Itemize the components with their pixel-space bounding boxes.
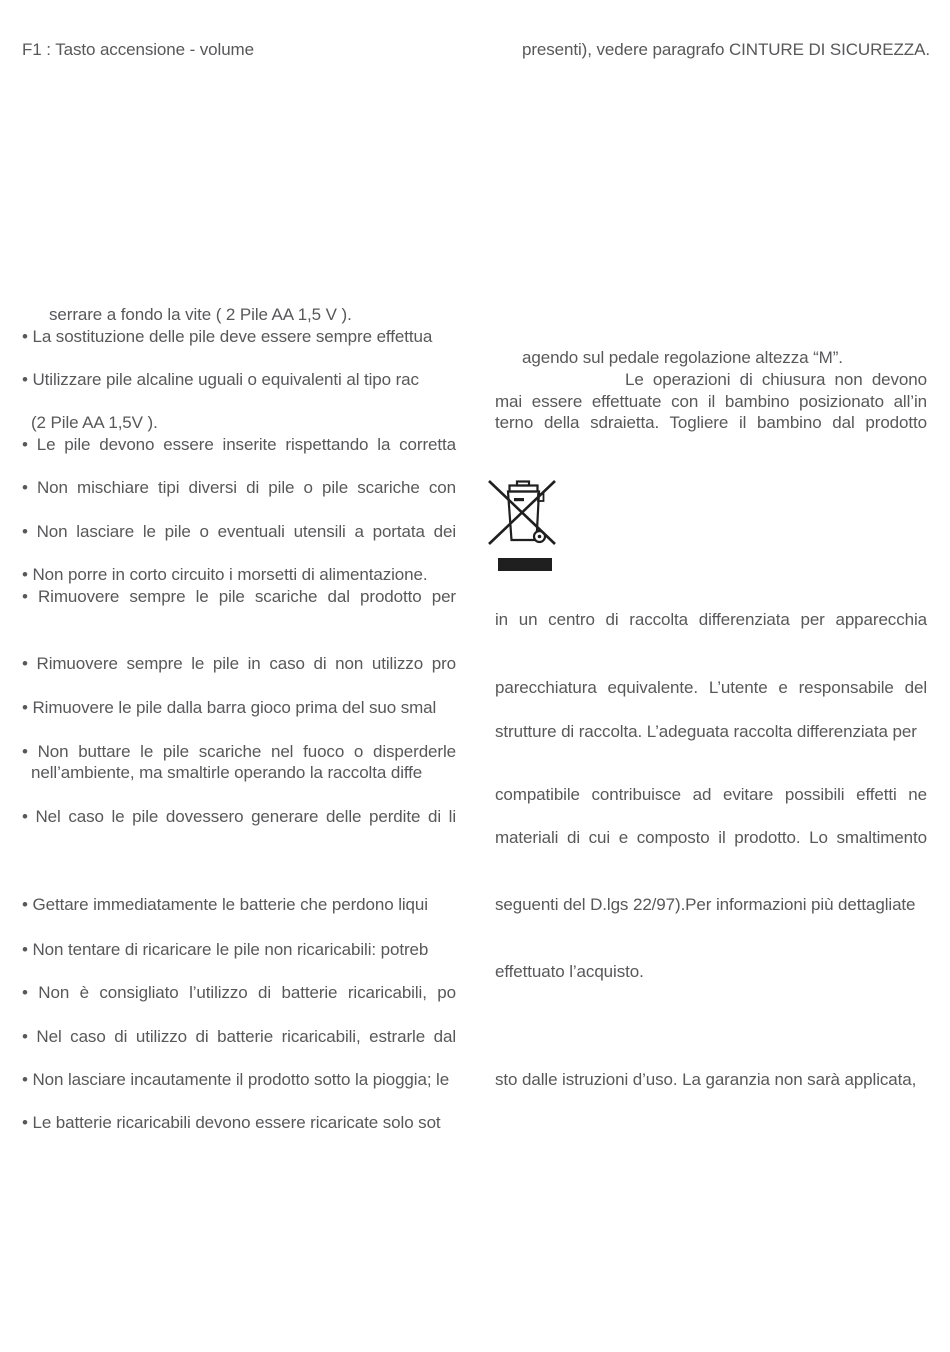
text-line: compatibile contribuisce ad evitare possibili effetti ne [495, 785, 927, 804]
text-line: effettuato l’acquisto. [495, 962, 644, 981]
text-line: • Non buttare le pile scariche nel fuoco o disperderle [22, 742, 456, 761]
text-line: Le operazioni di chiusura non devono [625, 370, 927, 389]
text-line: (2 Pile AA 1,5V ). [31, 413, 158, 432]
right-column [495, 0, 930, 1352]
text-line: sto dalle istruzioni d’uso. La garanzia non sarà applicata, [495, 1070, 917, 1089]
text-line: • La sostituzione delle pile deve essere sempre effettua [22, 327, 433, 346]
text-line: • Non tentare di ricaricare le pile non ricaricabili: potreb [22, 940, 429, 959]
text-line: in un centro di raccolta differenziata per apparecchia [495, 610, 927, 629]
text-line: • Nel caso le pile dovessero generare delle perdite di li [22, 807, 456, 826]
text-line: materiali di cui e composto il prodotto. Lo smaltimento [495, 828, 927, 847]
text-line: • Rimuovere sempre le pile scariche dal prodotto per [22, 587, 456, 606]
text-line: • Le batterie ricaricabili devono essere ricaricate solo sot [22, 1113, 441, 1132]
text-line: parecchiatura equivalente. L’utente e responsabile del [495, 678, 927, 697]
text-line: • Le pile devono essere inserite rispettando la corretta [22, 435, 456, 454]
text-line: nell’ambiente, ma smaltirle operando la raccolta diffe [31, 763, 423, 782]
text-line: • Gettare immediatamente le batterie che perdono liqui [22, 895, 428, 914]
text-line: mai essere effettuate con il bambino posizionato all’in [495, 392, 927, 411]
text-line: • Utilizzare pile alcaline uguali o equivalenti al tipo rac [22, 370, 419, 389]
left-column [22, 0, 456, 1352]
text-line: • Non è consigliato l’utilizzo di batterie ricaricabili, po [22, 983, 456, 1002]
header-left: F1 : Tasto accensione - volume [22, 40, 254, 59]
text-line: • Non lasciare le pile o eventuali utensili a portata dei [22, 522, 456, 541]
text-line: • Non mischiare tipi diversi di pile o pile scariche con [22, 478, 456, 497]
text-line: terno della sdraietta. Togliere il bambino dal prodotto [495, 413, 927, 432]
weee-crossed-bin-icon [488, 479, 556, 572]
text-line: • Non porre in corto circuito i morsetti di alimentazione. [22, 565, 428, 584]
text-line: serrare a fondo la vite ( 2 Pile AA 1,5 V ). [49, 305, 352, 324]
text-line: agendo sul pedale regolazione altezza “M”. [522, 348, 843, 367]
text-line: strutture di raccolta. L’adeguata raccolta differenziata per [495, 722, 917, 741]
text-line: • Non lasciare incautamente il prodotto sotto la pioggia; le [22, 1070, 450, 1089]
header-right: presenti), vedere paragrafo CINTURE DI SICUREZZA. [522, 40, 930, 59]
text-line: • Nel caso di utilizzo di batterie ricaricabili, estrarle dal [22, 1027, 456, 1046]
text-line: • Rimuovere sempre le pile in caso di non utilizzo pro [22, 654, 456, 673]
text-line: seguenti del D.lgs 22/97).Per informazioni più dettagliate [495, 895, 916, 914]
text-line: • Rimuovere le pile dalla barra gioco prima del suo smal [22, 698, 437, 717]
